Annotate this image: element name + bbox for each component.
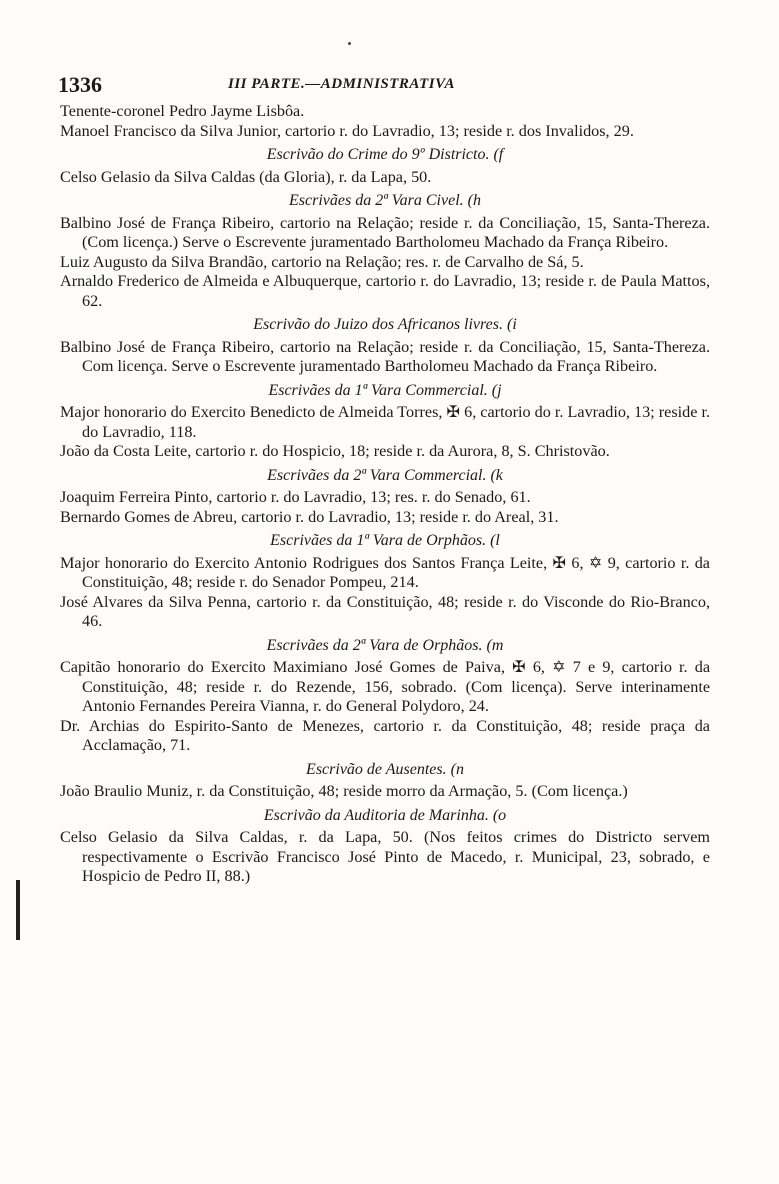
directory-entry: Balbino José de França Ribeiro, cartorio na Relação; reside r. da Conciliação, 15, Santa-Thereza. (Com licença.) Serve o Escrevente juramentado Bartholomeu Machado da França Ribeiro. bbox=[60, 213, 710, 251]
ink-speck bbox=[348, 42, 351, 45]
directory-entry: Manoel Francisco da Silva Junior, cartorio r. do Lavradio, 13; reside r. dos Invalidos, 29. bbox=[60, 121, 634, 140]
section-heading: Escrivão da Auditoria de Marinha. (o bbox=[263, 806, 507, 824]
page-body bbox=[60, 102, 710, 887]
section-heading: Escrivães da 2ª Vara de Orphãos. (m bbox=[266, 636, 504, 654]
directory-entry: Bernardo Gomes de Abreu, cartorio r. do Lavradio, 13; reside r. do Areal, 31. bbox=[60, 507, 559, 526]
section-heading: Escrivão do Crime do 9º Districto. (f bbox=[266, 146, 504, 163]
directory-entry: Dr. Archias do Espirito-Santo de Menezes, cartorio r. da Constituição, 48; reside praça da Acclamação, 71. bbox=[60, 716, 710, 754]
section-heading: Escrivães da 2ª Vara Civel. (h bbox=[289, 192, 481, 209]
directory-entry: Celso Gelasio da Silva Caldas (da Gloria), r. da Lapa, 50. bbox=[60, 167, 432, 186]
running-head: III PARTE.—ADMINISTRATIVA bbox=[228, 76, 456, 92]
section-heading: Escrivães da 2ª Vara Commercial. (k bbox=[267, 466, 503, 484]
section-heading: Escrivães da 1ª Vara de Orphãos. (l bbox=[270, 532, 500, 549]
directory-entry: Tenente-coronel Pedro Jayme Lisbôa. bbox=[60, 102, 305, 120]
directory-entry: Joaquim Ferreira Pinto, cartorio r. do Lavradio, 13; res. r. do Senado, 61. bbox=[60, 488, 531, 506]
directory-entry: José Alvares da Silva Penna, cartorio r. da Constituição, 48; reside r. do Visconde do Rio-Branco, 46. bbox=[60, 592, 710, 630]
directory-entry: João da Costa Leite, cartorio r. do Hospicio, 18; reside r. da Aurora, 8, S. Christovão. bbox=[60, 442, 610, 460]
directory-entry: Major honorario do Exercito Antonio Rodrigues dos Santos França Leite, ✠ 6, ✡ 9, cartorio r. da Constituição, 48; reside r. do Senador Pompeu, 214. bbox=[60, 553, 710, 591]
section-heading: Escrivães da 1ª Vara Commercial. (j bbox=[268, 381, 502, 399]
directory-entry: Capitão honorario do Exercito Maximiano José Gomes de Paiva, ✠ 6, ✡ 7 e 9, cartorio r. da Constituição, 48; reside r. do Rezende, 156, sobrado. (Com licença). Serve interinamente Antonio Fernandes Pereira Vianna, r. do General Polydoro, 24. bbox=[60, 658, 710, 715]
page-header bbox=[58, 72, 718, 98]
directory-entry: Major honorario do Exercito Benedicto de Almeida Torres, ✠ 6, cartorio do r. Lavradio, 13; reside r. do Lavradio, 118. bbox=[60, 403, 711, 441]
directory-entry: Luiz Augusto da Silva Brandão, cartorio na Relação; res. r. de Carvalho de Sá, 5. bbox=[60, 252, 584, 271]
page-number: 1336 bbox=[58, 72, 102, 97]
directory-entry: Arnaldo Frederico de Almeida e Albuquerque, cartorio r. do Lavradio, 13; reside r. de Paula Mattos, 62. bbox=[60, 272, 710, 310]
margin-mark bbox=[16, 880, 20, 940]
directory-entry: Celso Gelasio da Silva Caldas, r. da Lapa, 50. (Nos feitos crimes do Districto servem respectivamente o Escrivão Francisco José Pinto de Macedo, r. Municipal, 23, sobrado, e Hospicio de Pedro II, 88.) bbox=[60, 828, 710, 885]
directory-entry: João Braulio Muniz, r. da Constituição, 48; reside morro da Armação, 5. (Com licença.) bbox=[60, 782, 628, 800]
section-heading: Escrivão de Ausentes. (n bbox=[306, 760, 464, 778]
section-heading: Escrivão do Juizo dos Africanos livres. (i bbox=[253, 316, 517, 333]
directory-entry: Balbino José de França Ribeiro, cartorio na Relação; reside r. da Conciliação, 15, Santa-Thereza. Com licença. Serve o Escrevente juramentado Bartholomeu Machado da França Ribeiro. bbox=[60, 337, 710, 375]
